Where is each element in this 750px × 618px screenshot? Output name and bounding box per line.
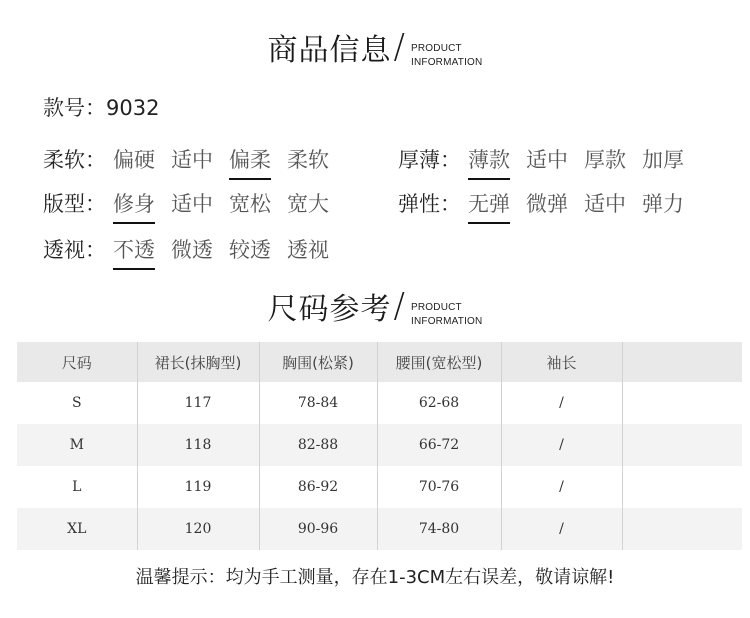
- table-row: [17, 424, 742, 466]
- option: 适中: [171, 192, 213, 216]
- option: 柔软: [287, 148, 329, 172]
- table-cell: [622, 508, 742, 550]
- column-header: 腰围(宽松型): [377, 342, 501, 382]
- option-selected: 薄款: [468, 144, 510, 180]
- attr-options: [468, 188, 700, 224]
- table-cell: L: [17, 466, 137, 508]
- table-cell: 82-88: [259, 424, 377, 466]
- attr-fit: [43, 188, 345, 224]
- table-header-row: [17, 342, 742, 382]
- title-slash: /: [393, 27, 405, 67]
- model-number: 款号：9032: [43, 96, 160, 120]
- table-body: [17, 382, 742, 550]
- size-table: [17, 342, 742, 550]
- attr-label: 厚薄：: [398, 148, 461, 172]
- subtitle-line-1: PRODUCT: [411, 302, 462, 313]
- table-cell: M: [17, 424, 137, 466]
- column-header: [622, 342, 742, 382]
- attr-options: [468, 144, 700, 180]
- table-cell: /: [501, 466, 622, 508]
- table-cell: [622, 466, 742, 508]
- column-header: 胸围(松紧): [259, 342, 377, 382]
- product-info-header: [0, 22, 750, 72]
- table-cell: 117: [137, 382, 259, 424]
- table-cell: 120: [137, 508, 259, 550]
- table-cell: [622, 382, 742, 424]
- subtitle-line-1: PRODUCT: [411, 43, 462, 54]
- table-row: [17, 508, 742, 550]
- table-cell: S: [17, 382, 137, 424]
- section-subtitle: [411, 42, 482, 70]
- column-header: 尺码: [17, 342, 137, 382]
- measurement-note: 温馨提示：均为手工测量，存在1-3CM左右误差，敬请谅解!: [135, 567, 615, 588]
- table-cell: 62-68: [377, 382, 501, 424]
- table-row: [17, 382, 742, 424]
- table-cell: 119: [137, 466, 259, 508]
- table-cell: 86-92: [259, 466, 377, 508]
- column-header: 袖长: [501, 342, 622, 382]
- attr-sheer: [43, 234, 345, 270]
- column-header: 裙长(抹胸型): [137, 342, 259, 382]
- table-cell: 78-84: [259, 382, 377, 424]
- option-selected: 无弹: [468, 188, 510, 224]
- attr-label: 柔软：: [43, 148, 106, 172]
- subtitle-line-2: INFORMATION: [411, 316, 483, 327]
- option: 宽松: [229, 192, 271, 216]
- table-cell: [622, 424, 742, 466]
- option: 适中: [584, 192, 626, 216]
- option: 偏硬: [113, 148, 155, 172]
- option: 加厚: [642, 148, 684, 172]
- table-cell: XL: [17, 508, 137, 550]
- size-reference-header: [0, 281, 750, 331]
- option-selected: 修身: [113, 188, 155, 224]
- table-cell: /: [501, 382, 622, 424]
- option: 厚款: [584, 148, 626, 172]
- option: 透视: [287, 238, 329, 262]
- attr-options: [113, 234, 345, 270]
- attr-thickness: [398, 144, 700, 180]
- section-subtitle: [411, 301, 482, 329]
- table-cell: 66-72: [377, 424, 501, 466]
- option: 微透: [171, 238, 213, 262]
- title-slash: /: [393, 286, 405, 326]
- option: 适中: [171, 148, 213, 172]
- table-cell: 74-80: [377, 508, 501, 550]
- table-cell: 90-96: [259, 508, 377, 550]
- table-cell: 70-76: [377, 466, 501, 508]
- option: 弹力: [642, 192, 684, 216]
- attr-softness: [43, 144, 345, 180]
- table-cell: /: [501, 424, 622, 466]
- option-selected: 不透: [113, 234, 155, 270]
- attr-options: [113, 144, 345, 180]
- attr-label: 透视：: [43, 238, 106, 262]
- option-selected: 偏柔: [229, 144, 271, 180]
- option: 较透: [229, 238, 271, 262]
- section-title: 尺码参考: [267, 292, 392, 327]
- attr-elasticity: [398, 188, 700, 224]
- option: 适中: [526, 148, 568, 172]
- table-row: [17, 466, 742, 508]
- subtitle-line-2: INFORMATION: [411, 57, 483, 68]
- attr-label: 版型：: [43, 192, 106, 216]
- attr-options: [113, 188, 345, 224]
- attr-label: 弹性：: [398, 192, 461, 216]
- option: 宽大: [287, 192, 329, 216]
- option: 微弹: [526, 192, 568, 216]
- table-cell: 118: [137, 424, 259, 466]
- table-cell: /: [501, 508, 622, 550]
- section-title: 商品信息: [267, 33, 392, 68]
